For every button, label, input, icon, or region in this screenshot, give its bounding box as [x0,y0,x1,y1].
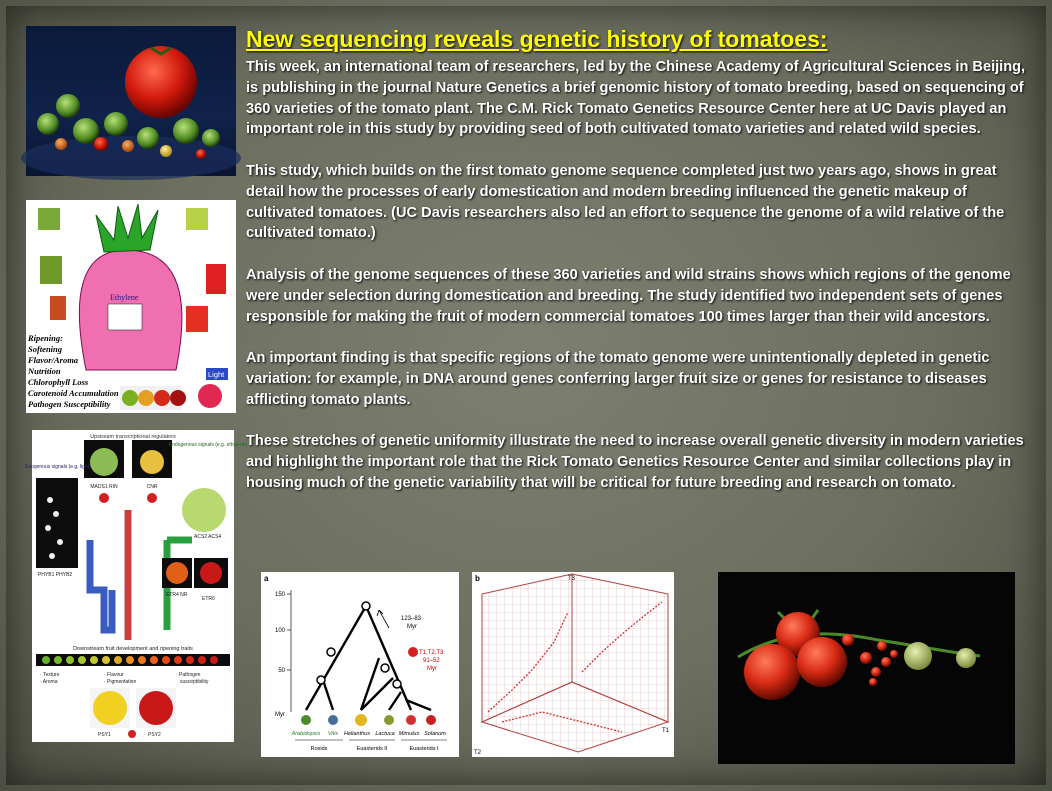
tree-annotation-1: 123–83 [401,616,422,622]
tree-annotation-3-unit: Myr [427,666,437,672]
paragraph-3: Analysis of the genome sequences of these 360 varieties and wild strains shows which regions of the genome were under selection during domestication and breeding. The study identified two independent sets of genes responsible for making the fruit of modern commercial tomatoes 100 times larger than their wild ancestors. [246,266,1011,325]
phylogenetic-tree-figure [261,572,459,757]
taxon-mimulus: Mimulus [398,731,420,737]
gene-psy2: PSY2 [148,732,161,738]
headline: New sequencing reveals genetic history of tomatoes: [246,26,828,52]
tree-annotation-3: 91–52 [423,658,440,664]
gene-etr6: ETR6 [202,596,215,602]
tomato-cluster-photo [718,572,1015,764]
paragraph-1: This week, an international team of researchers, led by the Chinese Academy of Agricultural Sciences in Beijing, is publishing in the journal Nature Genetics a brief genomic history of tomato breeding, based on sequencing of 360 varieties of the tomato plant. The C.M. Rick Tomato Genetics Resource Center here at UC Davis played an important role in this study by providing seed of both cultivated tomato varieties and related wild species. [246,59,1026,138]
trait-ripening: Ripening: [28,333,63,343]
ethylene-label: Ethylene [110,293,139,302]
gene-rin: MADS1 RIN [90,484,118,490]
transcriptional-regulators-diagram [25,430,248,742]
downstream-label: Downstream fruit development and ripening traits [73,646,193,652]
trait-aroma: · Aroma [40,679,58,685]
group-euasterids-2: Euasterids II [356,746,388,752]
paragraph-2: This study, which builds on the first tomato genome sequence completed just two years ago, shows in great detail how the processes of early domestication and modern breeding influenced the genetic makeup of cultivated tomatoes. (UC Davis researchers also led an effort to sequence the genome of a wild relative of the cultivated tomato.) [246,162,1005,242]
tree-annotation-2: T1,T2,T3 [419,650,444,656]
axis-t1: T1 [662,728,670,734]
exogenous-signal-label: Exogenous signals (e.g. light) [25,464,91,470]
y-tick-100: 100 [274,628,285,634]
tomato-varieties-photo [26,26,236,176]
trait-pathogen: · Pathogen [176,672,201,678]
axis-t3: T3 [568,576,576,582]
paragraph-4: An important finding is that specific regions of the tomato genome were unintentionally depleted in genetic variation: for example, in DNA around genes conferring larger fruit size or genes for resistance to diseases afflicting tomato plants. [246,350,990,408]
trait-carotenoid: Carotenoid Accumulation [28,388,119,398]
trait-nutrition: Nutrition [28,366,61,376]
axis-t2: T2 [474,750,482,756]
gene-cnr: CNR [146,484,158,490]
trait-texture: · Texture [40,672,60,678]
trait-pathogen: Pathogen Susceptibility [28,399,111,409]
gene-etr: ETR4 NR [166,592,188,598]
paragraph-5: These stretches of genetic uniformity illustrate the need to increase overall genetic diversity in modern varieties and highlight the important role that the Rick Tomato Genetics Resource Center and similar collections play in housing much of the genetic variability that will be critical for future breeding and research on tomato. [246,433,1024,491]
regulators-title: Upstream transcriptional regulators [90,434,176,440]
article-body [246,57,1036,515]
taxon-vitis: Vitis [327,731,339,737]
gene-acs: ACS2 ACS4 [194,534,222,540]
gene-psy1: PSY1 [98,732,111,738]
ripening-pathway-diagram [26,200,236,413]
light-label: Light [208,370,225,379]
endogenous-signal-label: Endogenous signals (e.g. ethylene) [168,442,248,448]
dotplot-panel-label: b [475,574,480,583]
taxon-arabidopsis: Arabidopsis [291,731,321,737]
trait-flavour: · Flavour [104,672,124,678]
taxon-helianthus: Helianthus [344,731,370,737]
trait-chlorophyll: Chlorophyll Loss [28,377,89,387]
taxon-solanum: Solanum [424,731,446,737]
taxon-lactuca: Lactuca [375,731,395,737]
trait-pigmentation: · Pigmentation [104,679,137,685]
trait-softening: Softening [28,344,63,354]
gene-phyb: PHYB1 PHYB2 [38,572,73,578]
trait-susceptibility: susceptibility [180,679,209,685]
y-tick-150: 150 [274,592,285,598]
tree-panel-label: a [264,574,269,583]
tree-annotation-1-unit: Myr [407,624,417,630]
group-euasterids-1: Euasterids I [409,746,439,752]
group-rosids: Rosids [310,746,328,752]
genome-synteny-dotplot [472,572,674,757]
y-tick-50: 50 [278,668,285,674]
trait-flavor: Flavor/Aroma [28,355,79,365]
y-axis-unit: Myr [275,712,285,718]
